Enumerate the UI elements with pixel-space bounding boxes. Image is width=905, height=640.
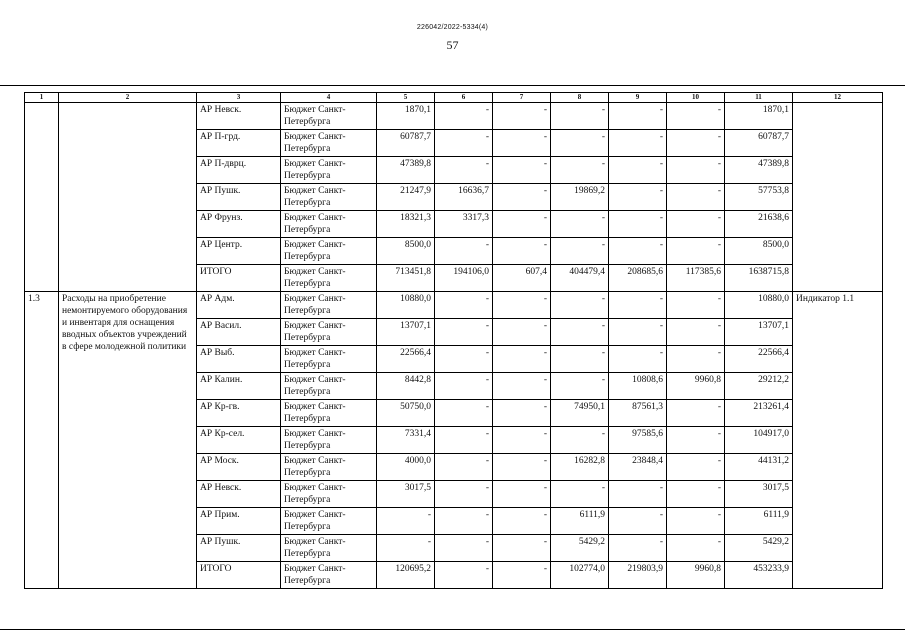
value-cell-c7: - <box>493 481 551 508</box>
value-cell-c11: 22566,4 <box>725 346 793 373</box>
col-header-9: 9 <box>609 93 667 103</box>
value-cell-c9: 87561,3 <box>609 400 667 427</box>
value-cell-c10: - <box>667 130 725 157</box>
funding-source-cell: Бюджет Санкт-Петербурга <box>281 103 377 130</box>
item-number-cell: 1.3 <box>25 292 59 589</box>
value-cell-c6: - <box>435 346 493 373</box>
value-cell-c9: 10808,6 <box>609 373 667 400</box>
value-cell-c6: - <box>435 562 493 589</box>
funding-source-cell: Бюджет Санкт-Петербурга <box>281 130 377 157</box>
district-cell: АР Выб. <box>197 346 281 373</box>
value-cell-c10: 9960,8 <box>667 373 725 400</box>
value-cell-c6: - <box>435 238 493 265</box>
value-cell-c11: 47389,8 <box>725 157 793 184</box>
value-cell-c9: - <box>609 292 667 319</box>
col-header-6: 6 <box>435 93 493 103</box>
indicator-cell: Индикатор 1.1 <box>793 292 883 589</box>
value-cell-c5: 21247,9 <box>377 184 435 211</box>
district-cell: АР Прим. <box>197 508 281 535</box>
value-cell-c8: 19869,2 <box>551 184 609 211</box>
value-cell-c8: - <box>551 211 609 238</box>
value-cell-c8: 404479,4 <box>551 265 609 292</box>
value-cell-c8: 16282,8 <box>551 454 609 481</box>
value-cell-c5: 8500,0 <box>377 238 435 265</box>
value-cell-c9: - <box>609 481 667 508</box>
value-cell-c6: - <box>435 508 493 535</box>
col-header-7: 7 <box>493 93 551 103</box>
funding-source-cell: Бюджет Санкт-Петербурга <box>281 508 377 535</box>
value-cell-c8: - <box>551 130 609 157</box>
table-row <box>25 103 883 130</box>
value-cell-c9: 97585,6 <box>609 427 667 454</box>
value-cell-c8: 5429,2 <box>551 535 609 562</box>
document-id: 226042/2022-5334(4) <box>416 24 489 31</box>
value-cell-c6: 3317,3 <box>435 211 493 238</box>
district-cell: АР Невск. <box>197 103 281 130</box>
value-cell-c7: 607,4 <box>493 265 551 292</box>
indicator-cell <box>793 103 883 292</box>
value-cell-c8: - <box>551 238 609 265</box>
funding-source-cell: Бюджет Санкт-Петербурга <box>281 319 377 346</box>
value-cell-c10: - <box>667 238 725 265</box>
value-cell-c7: - <box>493 508 551 535</box>
value-cell-c6: - <box>435 103 493 130</box>
value-cell-c11: 29212,2 <box>725 373 793 400</box>
value-cell-c9: - <box>609 238 667 265</box>
district-cell: ИТОГО <box>197 265 281 292</box>
item-title-cell: Расходы на приобретение немонтируемого оборудования и инвентаря для оснащения вводных объектов учреждений в сфере молодежной политики <box>59 292 197 589</box>
value-cell-c8: - <box>551 346 609 373</box>
value-cell-c10: - <box>667 508 725 535</box>
funding-source-cell: Бюджет Санкт-Петербурга <box>281 157 377 184</box>
value-cell-c6: - <box>435 427 493 454</box>
value-cell-c7: - <box>493 103 551 130</box>
district-cell: АР П-дврц. <box>197 157 281 184</box>
value-cell-c8: 74950,1 <box>551 400 609 427</box>
value-cell-c7: - <box>493 562 551 589</box>
district-cell: АР П-грд. <box>197 130 281 157</box>
value-cell-c9: - <box>609 157 667 184</box>
funding-source-cell: Бюджет Санкт-Петербурга <box>281 292 377 319</box>
col-header-3: 3 <box>197 93 281 103</box>
value-cell-c5: 7331,4 <box>377 427 435 454</box>
value-cell-c5: 8442,8 <box>377 373 435 400</box>
value-cell-c6: 194106,0 <box>435 265 493 292</box>
district-cell: АР Моск. <box>197 454 281 481</box>
value-cell-c7: - <box>493 373 551 400</box>
value-cell-c10: - <box>667 292 725 319</box>
value-cell-c7: - <box>493 454 551 481</box>
value-cell-c10: 9960,8 <box>667 562 725 589</box>
value-cell-c7: - <box>493 319 551 346</box>
funding-source-cell: Бюджет Санкт-Петербурга <box>281 535 377 562</box>
value-cell-c11: 10880,0 <box>725 292 793 319</box>
value-cell-c5: 60787,7 <box>377 130 435 157</box>
value-cell-c9: 208685,6 <box>609 265 667 292</box>
district-cell: АР Калин. <box>197 373 281 400</box>
value-cell-c5: - <box>377 535 435 562</box>
district-cell: АР Адм. <box>197 292 281 319</box>
value-cell-c7: - <box>493 346 551 373</box>
value-cell-c5: 4000,0 <box>377 454 435 481</box>
value-cell-c11: 6111,9 <box>725 508 793 535</box>
value-cell-c5: 22566,4 <box>377 346 435 373</box>
value-cell-c9: - <box>609 346 667 373</box>
value-cell-c5: 1870,1 <box>377 103 435 130</box>
value-cell-c10: - <box>667 454 725 481</box>
value-cell-c5: 713451,8 <box>377 265 435 292</box>
value-cell-c8: 6111,9 <box>551 508 609 535</box>
funding-source-cell: Бюджет Санкт-Петербурга <box>281 346 377 373</box>
value-cell-c11: 21638,6 <box>725 211 793 238</box>
value-cell-c6: - <box>435 481 493 508</box>
value-cell-c7: - <box>493 157 551 184</box>
value-cell-c10: - <box>667 427 725 454</box>
item-number-cell <box>25 103 59 292</box>
funding-source-cell: Бюджет Санкт-Петербурга <box>281 427 377 454</box>
value-cell-c10: - <box>667 157 725 184</box>
value-cell-c5: 10880,0 <box>377 292 435 319</box>
value-cell-c11: 13707,1 <box>725 319 793 346</box>
value-cell-c11: 60787,7 <box>725 130 793 157</box>
column-number-row <box>25 93 883 103</box>
item-title-cell <box>59 103 197 292</box>
col-header-2: 2 <box>59 93 197 103</box>
value-cell-c10: - <box>667 103 725 130</box>
district-cell: АР Центр. <box>197 238 281 265</box>
value-cell-c7: - <box>493 535 551 562</box>
value-cell-c11: 57753,8 <box>725 184 793 211</box>
value-cell-c6: - <box>435 454 493 481</box>
value-cell-c5: 47389,8 <box>377 157 435 184</box>
value-cell-c5: 13707,1 <box>377 319 435 346</box>
value-cell-c11: 8500,0 <box>725 238 793 265</box>
value-cell-c10: - <box>667 319 725 346</box>
budget-table <box>24 92 883 589</box>
value-cell-c11: 104917,0 <box>725 427 793 454</box>
value-cell-c8: 102774,0 <box>551 562 609 589</box>
funding-source-cell: Бюджет Санкт-Петербурга <box>281 400 377 427</box>
value-cell-c8: - <box>551 103 609 130</box>
value-cell-c9: - <box>609 211 667 238</box>
funding-source-cell: Бюджет Санкт-Петербурга <box>281 481 377 508</box>
value-cell-c9: - <box>609 103 667 130</box>
col-header-12: 12 <box>793 93 883 103</box>
value-cell-c6: - <box>435 535 493 562</box>
district-cell: АР Кр-гв. <box>197 400 281 427</box>
district-cell: ИТОГО <box>197 562 281 589</box>
value-cell-c7: - <box>493 184 551 211</box>
value-cell-c8: - <box>551 157 609 184</box>
value-cell-c7: - <box>493 427 551 454</box>
col-header-1: 1 <box>25 93 59 103</box>
value-cell-c5: 120695,2 <box>377 562 435 589</box>
bottom-divider <box>0 629 905 630</box>
value-cell-c7: - <box>493 400 551 427</box>
value-cell-c5: 50750,0 <box>377 400 435 427</box>
value-cell-c9: - <box>609 319 667 346</box>
value-cell-c7: - <box>493 211 551 238</box>
funding-source-cell: Бюджет Санкт-Петербурга <box>281 373 377 400</box>
value-cell-c10: - <box>667 400 725 427</box>
value-cell-c11: 44131,2 <box>725 454 793 481</box>
funding-source-cell: Бюджет Санкт-Петербурга <box>281 238 377 265</box>
value-cell-c6: - <box>435 157 493 184</box>
value-cell-c10: - <box>667 211 725 238</box>
value-cell-c11: 3017,5 <box>725 481 793 508</box>
value-cell-c10: - <box>667 535 725 562</box>
value-cell-c8: - <box>551 481 609 508</box>
funding-source-cell: Бюджет Санкт-Петербурга <box>281 184 377 211</box>
value-cell-c6: - <box>435 400 493 427</box>
value-cell-c5: 18321,3 <box>377 211 435 238</box>
value-cell-c10: - <box>667 481 725 508</box>
value-cell-c6: - <box>435 373 493 400</box>
value-cell-c11: 453233,9 <box>725 562 793 589</box>
value-cell-c10: 117385,6 <box>667 265 725 292</box>
value-cell-c8: - <box>551 319 609 346</box>
value-cell-c6: - <box>435 130 493 157</box>
funding-source-cell: Бюджет Санкт-Петербурга <box>281 211 377 238</box>
value-cell-c11: 1870,1 <box>725 103 793 130</box>
value-cell-c9: - <box>609 130 667 157</box>
value-cell-c7: - <box>493 238 551 265</box>
page-number: 57 <box>446 38 459 52</box>
value-cell-c9: - <box>609 508 667 535</box>
table-row <box>25 292 883 319</box>
col-header-5: 5 <box>377 93 435 103</box>
funding-source-cell: Бюджет Санкт-Петербурга <box>281 454 377 481</box>
value-cell-c7: - <box>493 292 551 319</box>
value-cell-c8: - <box>551 373 609 400</box>
district-cell: АР Невск. <box>197 481 281 508</box>
value-cell-c10: - <box>667 346 725 373</box>
value-cell-c11: 5429,2 <box>725 535 793 562</box>
value-cell-c7: - <box>493 130 551 157</box>
value-cell-c5: - <box>377 508 435 535</box>
value-cell-c11: 1638715,8 <box>725 265 793 292</box>
value-cell-c9: - <box>609 184 667 211</box>
col-header-8: 8 <box>551 93 609 103</box>
top-divider <box>0 85 905 86</box>
value-cell-c5: 3017,5 <box>377 481 435 508</box>
value-cell-c9: 219803,9 <box>609 562 667 589</box>
value-cell-c9: - <box>609 535 667 562</box>
value-cell-c8: - <box>551 292 609 319</box>
district-cell: АР Пушк. <box>197 184 281 211</box>
district-cell: АР Кр-сел. <box>197 427 281 454</box>
funding-source-cell: Бюджет Санкт-Петербурга <box>281 562 377 589</box>
district-cell: АР Пушк. <box>197 535 281 562</box>
col-header-10: 10 <box>667 93 725 103</box>
value-cell-c11: 213261,4 <box>725 400 793 427</box>
district-cell: АР Фрунз. <box>197 211 281 238</box>
value-cell-c6: - <box>435 319 493 346</box>
value-cell-c6: - <box>435 292 493 319</box>
col-header-4: 4 <box>281 93 377 103</box>
value-cell-c10: - <box>667 184 725 211</box>
funding-source-cell: Бюджет Санкт-Петербурга <box>281 265 377 292</box>
col-header-11: 11 <box>725 93 793 103</box>
value-cell-c9: 23848,4 <box>609 454 667 481</box>
value-cell-c8: - <box>551 427 609 454</box>
district-cell: АР Васил. <box>197 319 281 346</box>
value-cell-c6: 16636,7 <box>435 184 493 211</box>
